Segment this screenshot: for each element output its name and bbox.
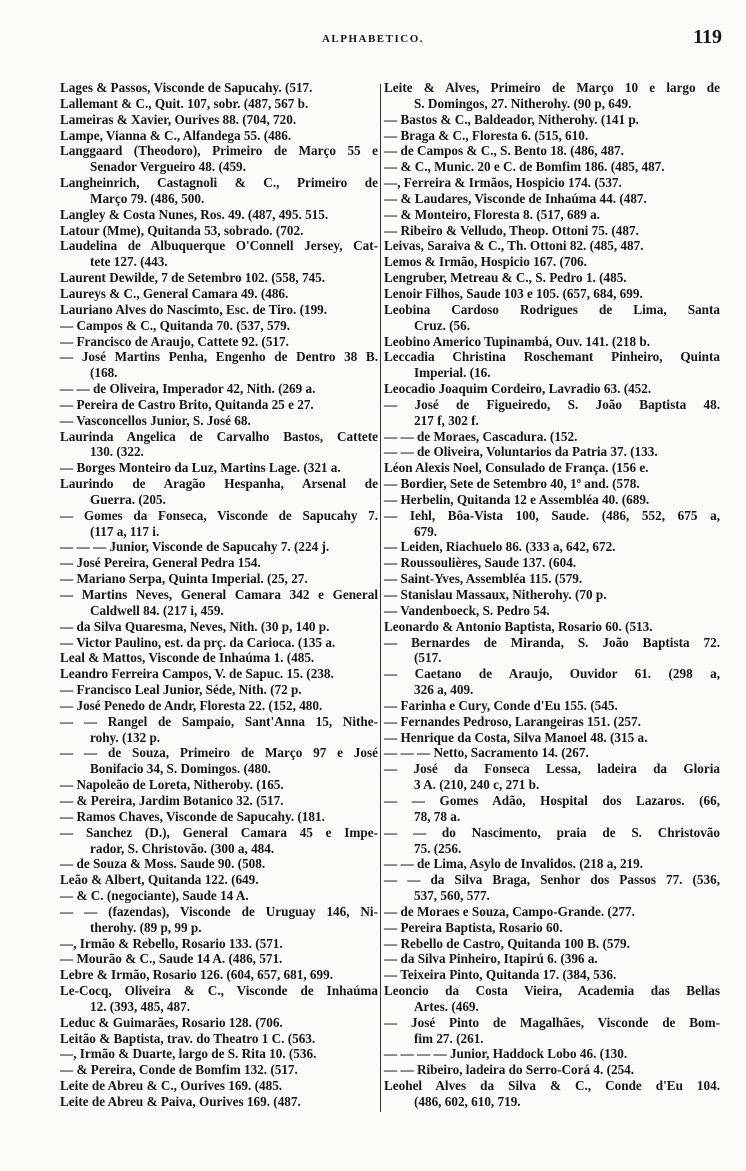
directory-entry-line: —, Irmão & Duarte, largo de S. Rita 10. (536. bbox=[60, 1046, 317, 1062]
running-header: ALPHABETICO. bbox=[321, 33, 425, 45]
entry-continuation-line: fim 27. (261. bbox=[414, 1030, 484, 1046]
directory-entry-line: — Campos & C., Quitanda 70. (537, 579. bbox=[60, 317, 291, 333]
entry-continuation-line: rador, S. Christovão. (300 a, 484. bbox=[90, 840, 275, 856]
directory-entry-line: — Mourão & C., Saude 14 A. (486, 571. bbox=[60, 951, 283, 967]
directory-entry-line: Laurindo de Aragão Hespanha, Arsenal de bbox=[60, 476, 378, 492]
page-number: 119 bbox=[693, 26, 722, 48]
entry-continuation-line: 130. (322. bbox=[90, 444, 144, 460]
directory-entry-line: — Stanislau Massaux, Nitherohy. (70 p. bbox=[384, 587, 607, 602]
directory-entry-line: Laurent Dewilde, 7 de Setembro 102. (558, 745. bbox=[60, 270, 326, 286]
directory-entry-line: Latour (Mme), Quitanda 53, sobrado. (702. bbox=[60, 222, 304, 238]
directory-entry-line: — Rebello de Castro, Quitanda 100 B. (579. bbox=[384, 935, 630, 951]
directory-entry-line: — — do Nascimento, praia de S. Christovão bbox=[384, 824, 720, 840]
entry-continuation-line: Guerra. (205. bbox=[90, 491, 166, 507]
directory-entry-line: — Mariano Serpa, Quinta Imperial. (25, 27. bbox=[60, 571, 308, 587]
directory-entry-line: — de Souza & Moss. Saude 90. (508. bbox=[60, 856, 266, 872]
directory-entry-line: Leite & Alves, Primeiro de Março 10 e largo de bbox=[384, 80, 720, 95]
directory-entry-line: — Sanchez (D.), General Camara 45 e Impe- bbox=[60, 824, 378, 840]
directory-entry-line: Léon Alexis Noel, Consulado de França. (156 e. bbox=[384, 460, 649, 476]
directory-entry-line: —, Ferreira & Irmãos, Hospicio 174. (537. bbox=[384, 175, 622, 191]
directory-entry-line: — Victor Paulino, est. da prç. da Carioca. (135 a. bbox=[60, 634, 336, 650]
right-column bbox=[384, 80, 720, 1110]
directory-entry-line: — — da Silva Braga, Senhor dos Passos 77. (536, bbox=[384, 872, 720, 888]
directory-entry-line: Leoncio da Costa Vieira, Academia das Bellas bbox=[384, 983, 720, 999]
directory-entry-line: Laureys & C., General Camara 49. (486. bbox=[60, 285, 289, 301]
directory-entry-line: Lauriano Alves do Nascimto, Esc. de Tiro. (199. bbox=[60, 301, 328, 317]
entry-continuation-line: 679. bbox=[414, 523, 438, 539]
directory-entry-line: — Herbelin, Quitanda 12 e Assembléa 40. (689. bbox=[384, 491, 650, 507]
directory-entry-line: — Caetano de Araujo, Ouvidor 61. (298 a, bbox=[384, 666, 720, 682]
directory-entry-line: — José Pereira, General Pedra 154. bbox=[60, 555, 261, 571]
directory-entry-line: Laurinda Angelica de Carvalho Bastos, Cattete bbox=[60, 428, 378, 444]
directory-entry-line: — — de Lima, Asylo de Invalidos. (218 a, 219. bbox=[384, 856, 644, 872]
directory-entry-line: — Farinha e Cury, Conde d'Eu 155. (545. bbox=[384, 697, 618, 713]
entry-continuation-line: (168. bbox=[90, 365, 118, 381]
directory-entry-line: — Braga & C., Floresta 6. (515, 610. bbox=[384, 127, 589, 143]
entry-continuation-line: 217 f, 302 f. bbox=[414, 412, 479, 428]
directory-entry-line: — Vasconcellos Junior, S. José 68. bbox=[60, 412, 251, 428]
directory-entry-line: Leivas, Saraiva & C., Th. Ottoni 82. (485, 487. bbox=[384, 238, 644, 254]
directory-entry-line: — — — Junior, Visconde de Sapucahy 7. (224 j. bbox=[60, 539, 330, 555]
directory-entry-line: — — Rangel de Sampaio, Sant'Anna 15, Nithe- bbox=[60, 713, 378, 729]
directory-entry-line: — Roussoulières, Saude 137. (604. bbox=[384, 555, 577, 571]
directory-entry-line: Lameiras & Xavier, Ourives 88. (704, 720. bbox=[60, 111, 297, 127]
directory-entry-line: — — de Oliveira, Voluntarios da Patria 37. (133. bbox=[384, 444, 658, 460]
directory-entry-line: — & C., Munic. 20 e C. de Bomfim 186. (485, 487. bbox=[384, 159, 665, 175]
entry-continuation-line: 75. (256. bbox=[414, 840, 462, 856]
directory-entry-line: Le-Cocq, Oliveira & C., Visconde de Inhaúma bbox=[60, 983, 378, 999]
directory-entry-line: — Bastos & C., Baldeador, Nitherohy. (141 p. bbox=[384, 111, 639, 127]
directory-entry-line: — & Monteiro, Floresta 8. (517, 689 a. bbox=[384, 206, 600, 222]
directory-entry-line: — — (fazendas), Visconde de Uruguay 146, Ni- bbox=[60, 903, 378, 919]
directory-entry-line: — Vandenboeck, S. Pedro 54. bbox=[384, 602, 550, 618]
entry-continuation-line: Artes. (469. bbox=[414, 998, 479, 1014]
directory-entry-line: Leitão & Baptista, trav. do Theatro 1 C. (563. bbox=[60, 1030, 316, 1046]
directory-entry-line: — Pereira de Castro Brito, Quitanda 25 e 27. bbox=[60, 396, 314, 412]
entry-continuation-line: therohy. (89 p, 99 p. bbox=[90, 919, 202, 935]
entry-continuation-line: Caldwell 84. (217 i, 459. bbox=[90, 602, 224, 618]
directory-entry-line: Lebre & Irmão, Rosario 126. (604, 657, 681, 699. bbox=[60, 967, 334, 983]
entry-continuation-line: 326 a, 409. bbox=[414, 682, 474, 698]
entry-continuation-line: Bonifacio 34, S. Domingos. (480. bbox=[90, 761, 271, 777]
left-column bbox=[60, 80, 378, 1110]
directory-entry-line: — — — — Junior, Haddock Lobo 46. (130. bbox=[384, 1046, 628, 1062]
directory-entry-line: — Bernardes de Miranda, S. João Baptista 72. bbox=[384, 634, 720, 650]
directory-entry-line: — & C. (negociante), Saude 14 A. bbox=[60, 888, 249, 904]
directory-entry-line: Lallemant & C., Quit. 107, sobr. (487, 567 b. bbox=[60, 95, 309, 111]
entry-continuation-line: Março 79. (486, 500. bbox=[90, 190, 205, 206]
entry-continuation-line: 3 A. (210, 240 c, 271 b. bbox=[414, 777, 540, 793]
directory-entry-line: — Francisco de Araujo, Cattete 92. (517. bbox=[60, 333, 289, 349]
entry-continuation-line: S. Domingos, 27. Nitherohy. (90 p, 649. bbox=[414, 95, 632, 111]
directory-entry-line: — & Pereira, Jardim Botanico 32. (517. bbox=[60, 792, 284, 808]
directory-entry-line: Leocadio Joaquim Cordeiro, Lavradio 63. (452. bbox=[384, 381, 652, 397]
entry-continuation-line: 537, 560, 577. bbox=[414, 888, 490, 904]
directory-entry-line: Langgaard (Theodoro), Primeiro de Março 55 e bbox=[60, 143, 378, 159]
directory-entry-line: — Martins Neves, General Camara 342 e General bbox=[60, 587, 378, 602]
directory-entry-line: — José Pinto de Magalhães, Visconde de Bom- bbox=[384, 1014, 720, 1030]
directory-entry-line: — — de Moraes, Cascadura. (152. bbox=[384, 428, 578, 444]
directory-entry-line: — & Laudares, Visconde de Inhaúma 44. (487. bbox=[384, 190, 647, 206]
directory-entry-line: — Iehl, Bôa-Vista 100, Saude. (486, 552, 675 a, bbox=[384, 507, 720, 523]
directory-entry-line: — — — Netto, Sacramento 14. (267. bbox=[384, 745, 589, 761]
directory-entry-line: — de Campos & C., S. Bento 18. (486, 487. bbox=[384, 143, 624, 159]
entry-continuation-line: Imperial. (16. bbox=[414, 365, 491, 381]
directory-entry-line: — Pereira Baptista, Rosario 60. bbox=[384, 919, 563, 935]
directory-entry-line: — Saint-Yves, Assembléa 115. (579. bbox=[384, 571, 583, 587]
entry-continuation-line: (486, 602, 610, 719. bbox=[414, 1094, 521, 1109]
directory-entry-line: — — Gomes Adão, Hospital dos Lazaros. (66, bbox=[384, 792, 720, 808]
directory-entry-line: — Napoleão de Loreta, Nitheroby. (165. bbox=[60, 777, 284, 793]
directory-entry-line: —, Irmão & Rebello, Rosario 133. (571. bbox=[60, 935, 283, 951]
directory-entry-line: — da Silva Quaresma, Neves, Nith. (30 p, 140 p. bbox=[60, 618, 330, 634]
directory-entry-line: Lenoir Filhos, Saude 103 e 105. (657, 684, 699. bbox=[384, 285, 643, 301]
entry-continuation-line: tete 127. (443. bbox=[90, 254, 168, 270]
directory-entry-line: — de Moraes e Souza, Campo-Grande. (277. bbox=[384, 903, 635, 919]
directory-entry-line: — Ramos Chaves, Visconde de Sapucahy. (181. bbox=[60, 808, 325, 824]
directory-entry-line: — Francisco Leal Junior, Séde, Nith. (72 p. bbox=[60, 682, 302, 698]
directory-entry-line: Leonardo & Antonio Baptista, Rosario 60. (513. bbox=[384, 618, 653, 634]
directory-entry-line: Lampe, Vianna & C., Alfandega 55. (486. bbox=[60, 127, 292, 143]
entry-continuation-line: (117 a, 117 i. bbox=[90, 523, 160, 539]
directory-entry-line: — Gomes da Fonseca, Visconde de Sapucahy 7. bbox=[60, 507, 378, 523]
directory-entry-line: Leal & Mattos, Visconde de Inhaúma 1. (485. bbox=[60, 650, 315, 666]
directory-entry-line: — Ribeiro & Velludo, Theop. Ottoni 75. (487. bbox=[384, 222, 639, 238]
directory-entry-line: — Borges Monteiro da Luz, Martins Lage. (321 a. bbox=[60, 460, 341, 476]
directory-entry-line: — da Silva Pinheiro, Itapirú 6. (396 a. bbox=[384, 951, 598, 967]
directory-entry-line: — Bordier, Sete de Setembro 40, 1º and. (578. bbox=[384, 476, 640, 492]
directory-entry-line: — — de Souza, Primeiro de Março 97 e José bbox=[60, 745, 378, 761]
directory-entry-line: — José Martins Penha, Engenho de Dentro 38 B. bbox=[60, 349, 378, 365]
directory-entry-line: — & Pereira, Conde de Bomfim 132. (517. bbox=[60, 1062, 298, 1078]
directory-entry-line: Langley & Costa Nunes, Ros. 49. (487, 495. 515. bbox=[60, 206, 329, 222]
directory-entry-line: Leohel Alves da Silva & C., Conde d'Eu 104. bbox=[384, 1078, 720, 1094]
directory-entry-line: Leandro Ferreira Campos, V. de Sapuc. 15. (238. bbox=[60, 666, 334, 682]
directory-entry-line: Leite de Abreu & Paiva, Ourives 169. (487. bbox=[60, 1094, 301, 1109]
directory-entry-line: Leão & Albert, Quitanda 122. (649. bbox=[60, 872, 259, 888]
directory-entry-line: — José de Figueiredo, S. João Baptista 48. bbox=[384, 396, 720, 412]
directory-entry-line: — José da Fonseca Lessa, ladeira da Gloria bbox=[384, 761, 720, 777]
directory-entry-line: Leccadia Christina Roschemant Pinheiro, Quinta bbox=[384, 349, 720, 365]
directory-entry-line: — Fernandes Pedroso, Larangeiras 151. (257. bbox=[384, 713, 641, 729]
entry-continuation-line: (517. bbox=[414, 650, 442, 666]
entry-continuation-line: rohy. (132 p. bbox=[90, 729, 161, 745]
entry-continuation-line: Cruz. (56. bbox=[414, 317, 471, 333]
directory-entry-line: — — Ribeiro, ladeira do Serro-Corá 4. (254. bbox=[384, 1062, 635, 1078]
column-divider bbox=[380, 84, 381, 1112]
directory-entry-line: Laudelina de Albuquerque O'Connell Jersey, Cat- bbox=[60, 238, 378, 254]
directory-entry-line: — — de Oliveira, Imperador 42, Nith. (269 a. bbox=[60, 381, 316, 397]
directory-entry-line: Lemos & Irmão, Hospicio 167. (706. bbox=[384, 254, 587, 270]
entry-continuation-line: 78, 78 a. bbox=[414, 808, 461, 824]
entry-continuation-line: Senador Vergueiro 48. (459. bbox=[90, 159, 246, 175]
directory-entry-line: Langheinrich, Castagnoli & C., Primeiro de bbox=[60, 175, 378, 191]
directory-entry-line: Leduc & Guimarães, Rosario 128. (706. bbox=[60, 1014, 283, 1030]
entry-continuation-line: 12. (393, 485, 487. bbox=[90, 998, 191, 1014]
directory-entry-line: — Henrique da Costa, Silva Manoel 48. (315 a. bbox=[384, 729, 648, 745]
directory-entry-line: Leobina Cardoso Rodrigues de Lima, Santa bbox=[384, 301, 720, 317]
directory-entry-line: Leite de Abreu & C., Ourives 169. (485. bbox=[60, 1078, 283, 1094]
directory-entry-line: Leobino Americo Tupinambá, Ouv. 141. (218 b. bbox=[384, 333, 651, 349]
directory-entry-line: — José Penedo de Andr, Floresta 22. (152, 480. bbox=[60, 697, 323, 713]
directory-entry-line: Lages & Passos, Visconde de Sapucahy. (517. bbox=[60, 80, 313, 95]
directory-entry-line: — Teixeira Pinto, Quitanda 17. (384, 536. bbox=[384, 967, 617, 983]
directory-entry-line: — Leiden, Riachuelo 86. (333 a, 642, 672. bbox=[384, 539, 616, 555]
directory-entry-line: Lengruber, Metreau & C., S. Pedro 1. (485. bbox=[384, 270, 627, 286]
